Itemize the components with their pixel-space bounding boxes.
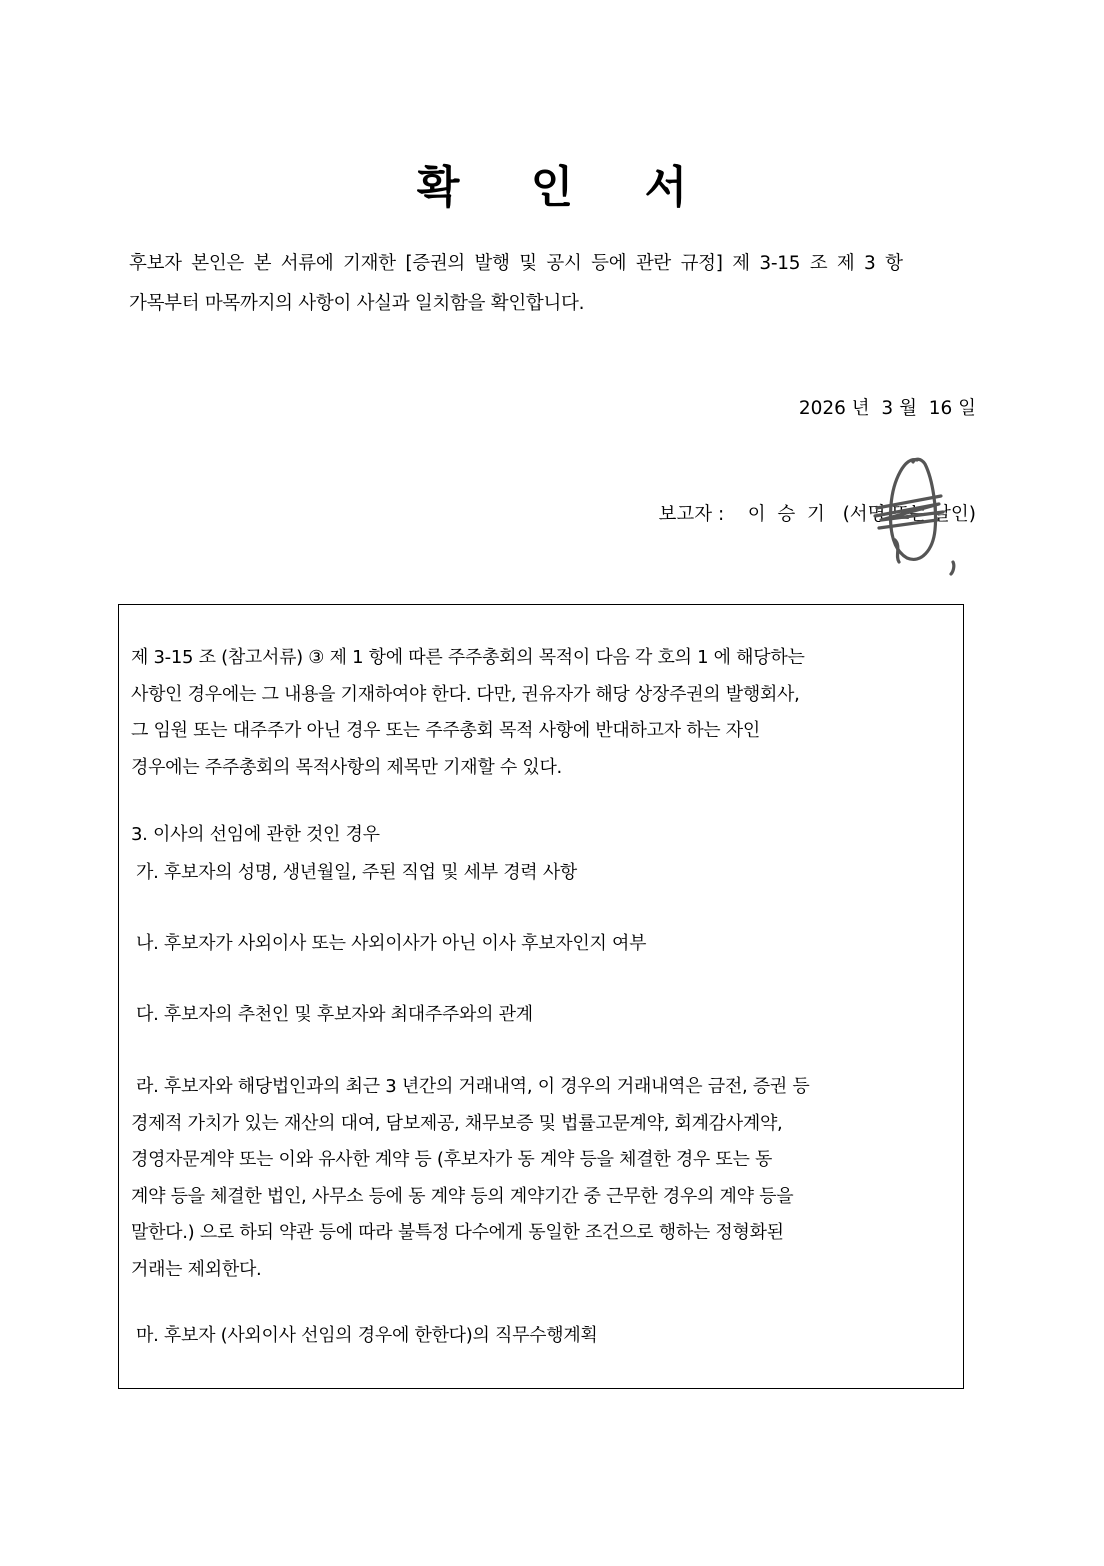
list-item-text: 거래는 제외한다.: [131, 1258, 262, 1280]
list-item-text: 경제적 가치가 있는 재산의 대여, 담보제공, 채무보증 및 법률고문계약, 회계감사계약,: [131, 1112, 783, 1134]
paragraph-line: 제 3-15 조 (참고서류) ③ 제 1 항에 따른 주주총회의 목적이 다음 각 호의 1 에 해당하는: [131, 647, 805, 668]
document-title: 확 인 서: [416, 162, 716, 213]
list-item-text: 나. 후보자가 사외이사 또는 사외이사가 아닌 이사 후보자인지 여부: [136, 933, 647, 954]
list-item-text: 가. 후보자의 성명, 생년월일, 주된 직업 및 세부 경력 사항: [136, 862, 577, 883]
list-item-text: 경영자문계약 또는 이와 유사한 계약 등 (후보자가 동 계약 등을 체결한 경우 또는 동: [131, 1149, 773, 1170]
paragraph-line: 사항인 경우에는 그 내용을 기재하여야 한다. 다만, 권유자가 해당 상장주권의 발행회사,: [131, 683, 800, 705]
list-item-na: [136, 926, 966, 963]
statement-line: 후보자 본인은 본 서류에 기재한 [증권의 발행 및 공시 등에 관란 규정] 제 3-15 조 제 3 항: [129, 253, 903, 274]
section-heading: [131, 817, 961, 854]
regulation-paragraph: [131, 640, 961, 786]
list-item-text: 마. 후보자 (사외이사 선임의 경우에 한한다)의 직무수행계획: [136, 1325, 598, 1346]
confirmation-statement: [129, 244, 979, 324]
list-item-text: 라. 후보자와 해당법인과의 최근 3 년간의 거래내역, 이 경우의 거래내역은 금전, 증권 등: [136, 1076, 810, 1097]
list-item-text: 다. 후보자의 추천인 및 후보자와 최대주주와의 관계: [136, 1004, 533, 1025]
list-item-text: 말한다.) 으로 하되 약관 등에 따라 불특정 다수에게 동일한 조건으로 행하는 정형화된: [131, 1222, 784, 1243]
statement-line: 가목부터 마목까지의 사항이 사실과 일치함을 확인합니다.: [129, 293, 585, 314]
signer-line: 보고자 : 이 승 기 (서명 또는 날인): [658, 504, 976, 525]
paragraph-line: 경우에는 주주총회의 목적사항의 제목만 기재할 수 있다.: [131, 756, 562, 778]
document-date: 2026 년 3 월 16 일: [798, 398, 976, 419]
list-item-ra: [131, 1069, 961, 1288]
list-item-ga: [136, 855, 966, 892]
list-item-da: [136, 997, 966, 1034]
section-heading-text: 3. 이사의 선임에 관한 것인 경우: [131, 824, 380, 845]
list-item-text: 계약 등을 체결한 법인, 사무소 등에 동 계약 등의 계약기간 중 근무한 경우의 계약 등을: [131, 1185, 794, 1207]
list-item-ma: [136, 1318, 966, 1355]
paragraph-line: 그 임원 또는 대주주가 아닌 경우 또는 주주총회 목적 사항에 반대하고자 하는 자인: [131, 720, 760, 741]
